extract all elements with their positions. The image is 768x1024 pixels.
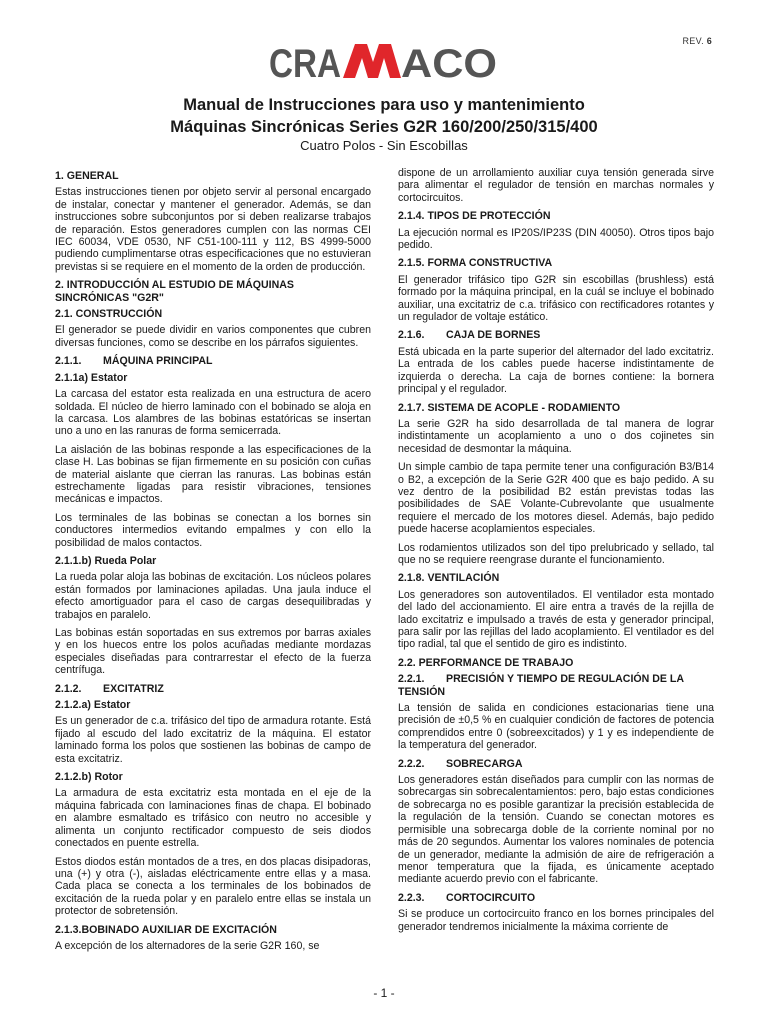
section-title: 2.1.4. TIPOS DE PROTECCIÓN: [398, 210, 551, 223]
section-title: 2.1.5. FORMA CONSTRUCTIVA: [398, 257, 553, 270]
left-column: [55, 170, 371, 958]
section-number: 2.2.2.: [398, 757, 425, 770]
section-heading: [55, 170, 371, 182]
paragraph: dispone de un arrollamiento auxiliar cuya tensión generada sirve para alimentar el regulador de tensión en marchas normales y cortocircuitos.: [398, 167, 714, 204]
paragraph: Las bobinas están soportadas en sus extremos por barras axiales y en los huecos entre los polos acuñadas mediante mordazas especiales diseñadas para contrarrestar el efecto de la fuerza centrífuga.: [55, 627, 371, 677]
section-heading: [398, 210, 714, 222]
paragraph: Un simple cambio de tapa permite tener una configuración B3/B14 o B2, a excepción de la Serie G2R 400 que es bajo pedido. A su vez dentro de la posibilidad B2 están previstas todas las posibilidades de SAE Volante-Cubrevolante que usualmente requiere el mercado de los motores diesel. Además, bajo pedido puede hacerse acoplamientos especiales.: [398, 461, 714, 536]
section-title: MÁQUINA PRINCIPAL: [103, 355, 213, 368]
document-title: Manual de Instrucciones para uso y mantenimiento: [183, 96, 585, 114]
section-number: 2.1.1.: [55, 355, 82, 368]
document-title-series: Máquinas Sincrónicas Series G2R 160/200/250/315/400: [170, 118, 598, 136]
section-title: 2.1.7. SISTEMA DE ACOPLE - RODAMIENTO: [398, 401, 621, 414]
paragraph: La aislación de las bobinas responde a las especificaciones de la clase H. Las bobinas se fijan firmemente en su posición con cuñas de material aislante que cierran las ranuras. Las bobinas están estrechamente ligadas para resistir vibraciones, tensiones mecánicas e impactos.: [55, 443, 371, 506]
section-heading: [55, 683, 371, 695]
section-heading: [398, 892, 714, 904]
paragraph: La ejecución normal es IP20S/IP23S (DIN 40050). Otros tipos bajo pedido.: [398, 226, 714, 252]
cramaco-logo: [0, 40, 768, 87]
section-title: CAJA DE BORNES: [446, 329, 541, 342]
paragraph: Estos diodos están montados de a tres, en dos placas disipadoras, una (+) y otra (-), aisladas eléctricamente entre ellas y a masa. Cada placa se conecta a los terminales de los bobinados de excitación de la rueda polar y en paralelo entre ellas se instala un protector de sobretensión.: [55, 855, 371, 918]
section-number: 2.1.6.: [398, 329, 425, 342]
paragraph: A excepción de los alternadores de la serie G2R 160, se: [55, 939, 320, 952]
section-title: 2. INTRODUCCIÓN AL ESTUDIO DE MÁQUINAS SINCRÓNICAS "G2R": [55, 279, 294, 304]
svg-text:CRA: CRA: [269, 42, 341, 82]
paragraph: El generador se puede dividir en varios componentes que cubren diversas funciones, como se describe en los párrafos siguientes.: [55, 324, 371, 349]
section-title: SOBRECARGA: [446, 757, 523, 770]
paragraph: Los terminales de las bobinas se conectan a los bornes sin conductores intermedios evitando empalmes y con ello la posibilidad de malos contactos.: [55, 511, 371, 549]
section-heading: [398, 257, 714, 269]
section-heading: [55, 308, 371, 320]
section-heading: [398, 329, 714, 341]
section-heading: [398, 402, 714, 414]
page-number: - 1 -: [373, 986, 395, 1000]
section-title: 2.1. CONSTRUCCIÓN: [55, 308, 163, 321]
paragraph: La rueda polar aloja las bobinas de excitación. Los núcleos polares están formados por laminaciones apiladas. Una jaula induce el efecto amortiguador para el caso de cargas desequilibradas y trabajos en paralelo.: [55, 571, 371, 621]
section-title: EXCITATRIZ: [103, 682, 164, 695]
rev-number: 6: [706, 36, 712, 46]
paragraph: Los generadores están diseñados para cumplir con las normas de sobrecargas sin sobrecalentamientos: pero, bajo estas condiciones de sobrecarga no es posible garantizar la precisión establecida de la regulación de la tensión. Cuando se conectan motores es permisible una sobrecarga doble de la corriente nominal por no más de 20 segundos. Aumentar los valores nominales de potencia de un generador, mediante la admisión de aire de refrigeración a menor temperatura que la fijada, es únicamente aceptado mediante acuerdo previo con el fabricante.: [398, 774, 714, 886]
section-number: 2.1.2.: [55, 682, 82, 695]
svg-text:ACO: ACO: [401, 42, 497, 82]
section-title: 2.2. PERFORMANCE DE TRABAJO: [398, 656, 574, 669]
section-heading: [398, 673, 714, 698]
paragraph: La tensión de salida en condiciones estacionarias tiene una precisión de ±0,5 % en cualquier condición de factores de potencia comprendidos entre 0 (sobreexcitados) y 1 y es independiente de la temperatura del generador.: [398, 702, 714, 752]
paragraph: La carcasa del estator esta realizada en una estructura de acero soldada. El núcleo de hierro laminado con el bobinado se aloja en la carcasa. Los alambres de las bobinas estatóricas se insertan uno a uno en las ranuras de forma semicerrada.: [55, 388, 371, 438]
section-heading: [55, 555, 371, 567]
paragraph: Está ubicada en la parte superior del alternador del lado excitatriz. La entrada de los cables puede hacerse indistintamente de izquierda o derecha. La caja de bornes contiene: la bornera principal y el regulador.: [398, 345, 714, 396]
paragraph: La armadura de esta excitatriz esta montada en el eje de la máquina fabricada con laminaciones finas de chapa. El bobinado en alambre esmaltado es trifásico con neutro no accesible y alimenta un conjunto rectificador compuesto de seis diodos conectados en puente estrella.: [55, 787, 371, 850]
section-heading: [55, 279, 371, 304]
section-title: 2.1.2.b) Rotor: [55, 771, 123, 784]
section-heading: [55, 924, 371, 936]
paragraph: La serie G2R ha sido desarrollada de tal manera de lograr indistintamente un acoplamiento a uno o dos cojinetes sin necesidad de desmontar la máquina.: [398, 417, 714, 455]
section-heading: [55, 699, 371, 711]
right-column: [398, 167, 714, 939]
section-title: 2.1.3.BOBINADO AUXILIAR DE EXCITACIÓN: [55, 923, 277, 936]
paragraph: Los rodamientos utilizados son del tipo prelubricado y sellado, tal que no se requiere reengrase durante el funcionamiento.: [398, 541, 714, 566]
section-title: 2.1.8. VENTILACIÓN: [398, 572, 500, 585]
section-heading: [55, 355, 371, 367]
section-heading: [398, 657, 714, 669]
section-title: 1. GENERAL: [55, 170, 119, 182]
section-heading: [398, 572, 714, 584]
paragraph: Los generadores son autoventilados. El ventilador esta montado del lado del accionamiento. El aire entra a través de la rejilla de lado excitatriz e impulsado a través de esta y generador principal, para salir por las rejillas del lado acoplamiento. El ventilador es del tipo radial, tal que el sentido de giro es indistinto.: [398, 588, 714, 651]
section-heading: [55, 372, 371, 384]
paragraph: El generador trifásico tipo G2R sin escobillas (brushless) está formado por la máquina principal, en la cuál se incluye el bobinado auxiliar, una excitatriz de c.a. trifásico con rectificadores rotantes y un regulador de voltaje estático.: [398, 273, 714, 324]
paragraph: Si se produce un cortocircuito franco en los bornes principales del generador tendremos inicialmente la máxima corriente de: [398, 908, 714, 933]
paragraph: Es un generador de c.a. trifásico del tipo de armadura rotante. Está fijado al escudo del lado excitatriz de la máquina. El estator laminado forma los polos que sostienen las bobinas de campo de esta excitatriz.: [55, 715, 371, 765]
section-number: 2.2.1.: [398, 673, 425, 686]
section-title: 2.1.1.b) Rueda Polar: [55, 554, 157, 567]
rev-text: REV.: [682, 36, 704, 46]
section-number: 2.2.3.: [398, 891, 425, 904]
section-heading: [398, 758, 714, 770]
paragraph: Estas instrucciones tienen por objeto servir al personal encargado de instalar, conectar y mantener el generador. Además, se dan instrucciones sobre subconjuntos por si deben realizarse trabajos de reparación. Estos generadores cumplen con las normas CEI IEC 60034, VDE 0530, NF C51-100-111 y 112, BS 4999-5000 pudiendo cumplimentarse otras especificaciones que no estuvieran previstas si se requiere en el momento de la orden de producción.: [55, 186, 371, 273]
section-heading: [55, 771, 371, 783]
logo-wordmark: [269, 40, 499, 82]
section-title: PRECISIÓN Y TIEMPO DE REGULACIÓN DE LA TENSIÓN: [398, 673, 684, 698]
section-title: CORTOCIRCUITO: [446, 891, 536, 904]
section-title: 2.1.2.a) Estator: [55, 699, 131, 712]
document-subtitle: Cuatro Polos - Sin Escobillas: [300, 138, 468, 153]
section-title: 2.1.1a) Estator: [55, 371, 128, 384]
